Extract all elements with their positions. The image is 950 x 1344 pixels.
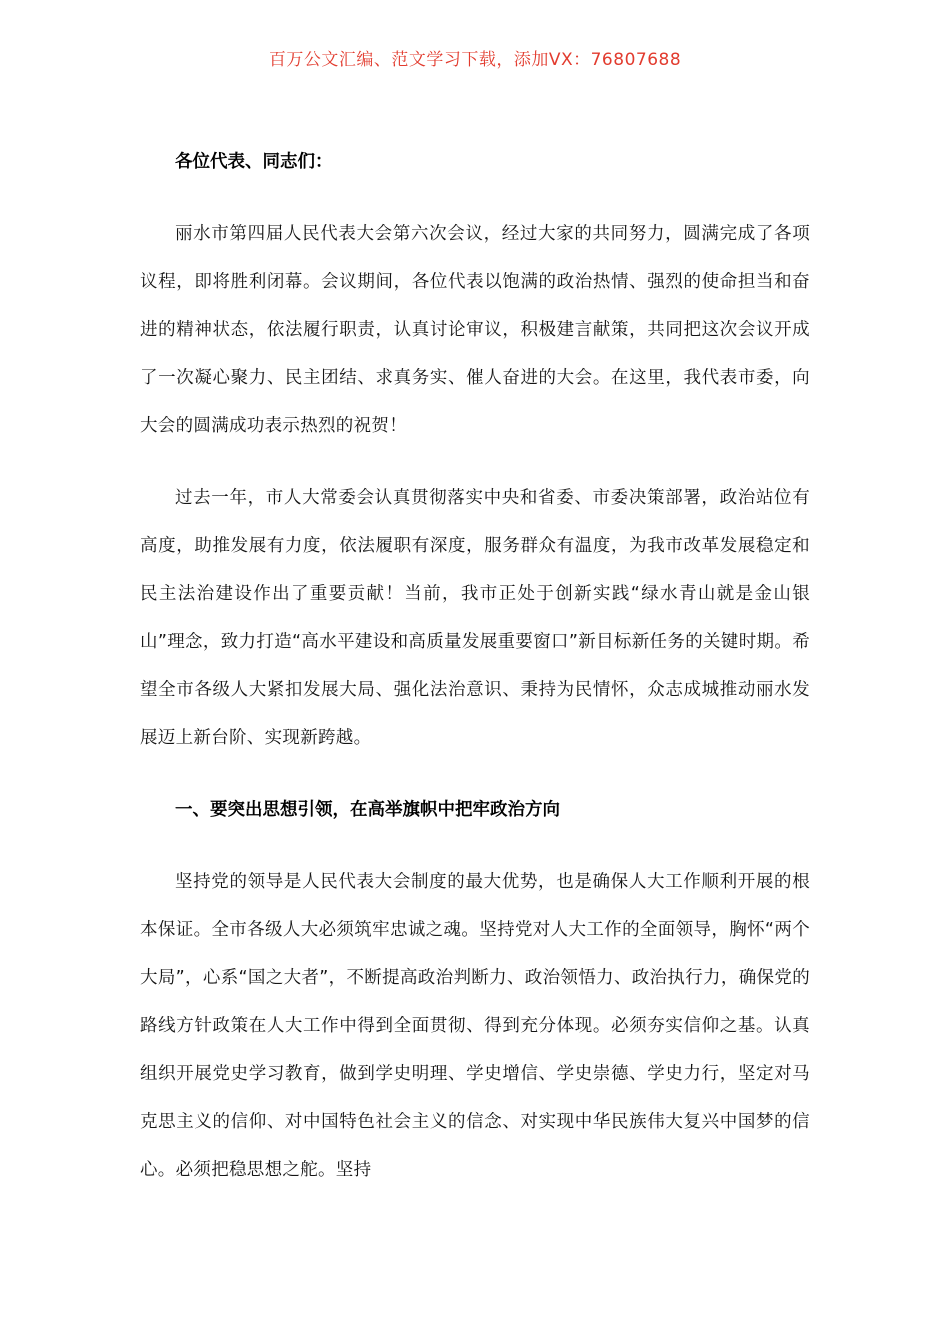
paragraph: 坚持党的领导是人民代表大会制度的最大优势，也是确保人大工作顺利开展的根本保证。全市各级人大必须筑牢忠诚之魂。坚持党对人大工作的全面领导，胸怀“两个大局”，心系“国之大者”，不断提高政治判断力、政治领悟力、政治执行力，确保党的路线方针政策在人大工作中得到全面贯彻、得到充分体现。必须夯实信仰之基。认真组织开展党史学习教育，做到学史明理、学史增信、学史崇德、学史力行，坚定对马克思主义的信仰、对中国特色社会主义的信念、对实现中华民族伟大复兴中国梦的信心。必须把稳思想之舵。坚持 xyxy=(140,872,810,1180)
paragraph: 丽水市第四届人民代表大会第六次会议，经过大家的共同努力，圆满完成了各项议程，即将胜利闭幕。会议期间，各位代表以饱满的政治热情、强烈的使命担当和奋进的精神状态，依法履行职责，认真讨论审议，积极建言献策，共同把这次会议开成了一次凝心聚力、民主团结、求真务实、催人奋进的大会。在这里，我代表市委，向大会的圆满成功表示热烈的祝贺！ xyxy=(140,224,810,436)
salutation: 各位代表、同志们： xyxy=(175,152,333,172)
promo-header: 百万公文汇编、范文学习下载，添加VX：76807688 xyxy=(268,50,682,70)
document-body xyxy=(140,138,810,1194)
section-heading: 一、要突出思想引领，在高举旗帜中把牢政治方向 xyxy=(175,800,560,820)
paragraph: 过去一年，市人大常委会认真贯彻落实中央和省委、市委决策部署，政治站位有高度，助推发展有力度，依法履职有深度，服务群众有温度，为我市改革发展稳定和民主法治建设作出了重要贡献！当前，我市正处于创新实践“绿水青山就是金山银山”理念，致力打造“高水平建设和高质量发展重要窗口”新目标新任务的关键时期。希望全市各级人大紧扣发展大局、强化法治意识、秉持为民情怀，众志成城推动丽水发展迈上新台阶、实现新跨越。 xyxy=(140,488,810,748)
